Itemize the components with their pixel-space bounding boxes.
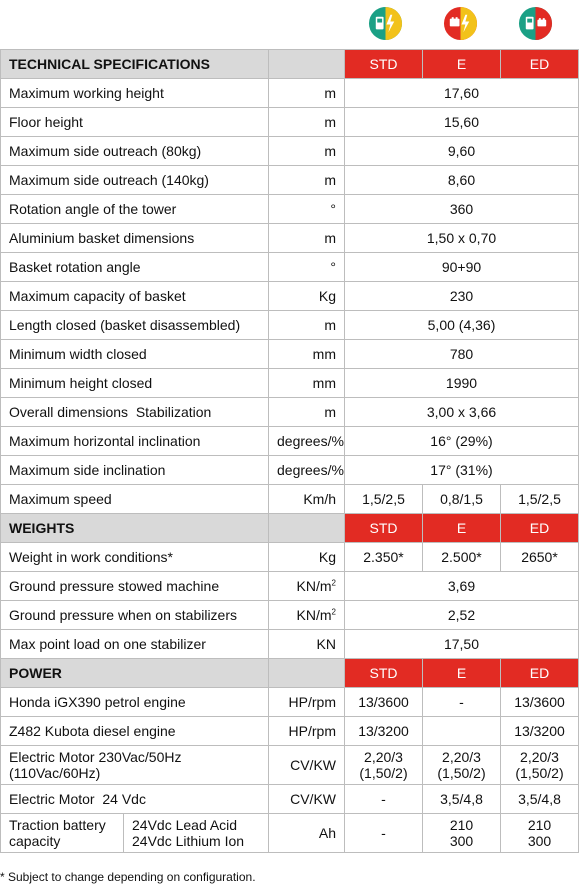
label-line-1: Traction battery xyxy=(9,817,106,833)
spec-value: 15,60 xyxy=(345,108,579,137)
technical-rows xyxy=(1,79,579,514)
spec-unit: mm xyxy=(269,369,345,398)
value-std: 1,5/2,5 xyxy=(345,485,423,514)
value-std xyxy=(345,746,423,785)
value-e xyxy=(423,814,501,853)
spec-unit: m xyxy=(269,166,345,195)
header-blank xyxy=(269,50,345,79)
battery-type-lead: 24Vdc Lead Acid xyxy=(132,817,238,833)
spec-unit: m xyxy=(269,398,345,427)
unit-exponent: 2 xyxy=(331,607,336,617)
spec-label: Maximum capacity of basket xyxy=(1,282,269,311)
spec-unit: Km/h xyxy=(269,485,345,514)
battery-electric-icon xyxy=(443,6,478,41)
spec-label: Weight in work conditions* xyxy=(1,543,269,572)
spec-unit: m xyxy=(269,108,345,137)
spec-row-honda xyxy=(1,688,579,717)
spec-value: 1990 xyxy=(345,369,579,398)
spec-label: Minimum width closed xyxy=(1,340,269,369)
spec-row xyxy=(1,108,579,137)
value-line-2: (1,50/2) xyxy=(437,765,486,781)
label-line-1: Electric Motor 230Vac/50Hz xyxy=(9,749,182,765)
spec-value: 90+90 xyxy=(345,253,579,282)
spec-value: 3,69 xyxy=(345,572,579,601)
value-e: 0,8/1,5 xyxy=(423,485,501,514)
spec-unit: Kg xyxy=(269,543,345,572)
spec-row xyxy=(1,253,579,282)
value-e: 3,5/4,8 xyxy=(423,785,501,814)
spec-label: Floor height xyxy=(1,108,269,137)
header-blank xyxy=(269,659,345,688)
spec-label: Minimum height closed xyxy=(1,369,269,398)
value-std: - xyxy=(345,785,423,814)
spec-row xyxy=(1,369,579,398)
value-line-2: (1,50/2) xyxy=(515,765,564,781)
spec-label: Maximum working height xyxy=(1,79,269,108)
spec-unit: ° xyxy=(269,253,345,282)
spec-row xyxy=(1,456,579,485)
value-ed xyxy=(501,814,579,853)
value-e: 2.500* xyxy=(423,543,501,572)
value-std: 13/3200 xyxy=(345,717,423,746)
spec-unit: Ah xyxy=(269,814,345,853)
value-ed: 13/3200 xyxy=(501,717,579,746)
spec-unit: m xyxy=(269,79,345,108)
spec-value: 17° (31%) xyxy=(345,456,579,485)
specifications-table xyxy=(0,49,579,853)
spec-row-motor-230 xyxy=(1,746,579,785)
spec-label: Maximum horizontal inclination xyxy=(1,427,269,456)
spec-label: Z482 Kubota diesel engine xyxy=(1,717,269,746)
spec-row xyxy=(1,224,579,253)
spec-label: Maximum speed xyxy=(1,485,269,514)
value-line-1: - xyxy=(381,825,386,841)
spec-row-battery xyxy=(1,814,579,853)
section-header-power xyxy=(1,659,579,688)
spec-unit: mm xyxy=(269,340,345,369)
battery-types xyxy=(124,814,269,853)
spec-unit: degrees/% xyxy=(269,456,345,485)
value-std: 13/3600 xyxy=(345,688,423,717)
spec-label: Ground pressure when on stabilizers xyxy=(1,601,269,630)
spec-label: Rotation angle of the tower xyxy=(1,195,269,224)
spec-label: Basket rotation angle xyxy=(1,253,269,282)
value-line-1: 2,20/3 xyxy=(520,749,559,765)
spec-unit xyxy=(269,601,345,630)
column-header-std: STD xyxy=(345,50,423,79)
spec-unit: CV/KW xyxy=(269,746,345,785)
spec-row xyxy=(1,311,579,340)
spec-row xyxy=(1,137,579,166)
spec-row-speed xyxy=(1,485,579,514)
value-ed: 13/3600 xyxy=(501,688,579,717)
value-line-1: 210 xyxy=(449,817,474,833)
value-e: - xyxy=(423,688,501,717)
unit-text: KN/m xyxy=(296,607,332,623)
value-std xyxy=(345,814,423,853)
spec-row xyxy=(1,601,579,630)
unit-exponent: 2 xyxy=(331,578,336,588)
value-e xyxy=(423,717,501,746)
spec-unit: degrees/% xyxy=(269,427,345,456)
section-header-technical xyxy=(1,50,579,79)
spec-label xyxy=(1,746,269,785)
spec-row xyxy=(1,195,579,224)
unit-text: KN/m xyxy=(296,578,332,594)
spec-unit: HP/rpm xyxy=(269,717,345,746)
value-ed: 1,5/2,5 xyxy=(501,485,579,514)
value-line-1: 2,20/3 xyxy=(442,749,481,765)
spec-row xyxy=(1,282,579,311)
spec-row-kubota xyxy=(1,717,579,746)
column-header-e: E xyxy=(423,659,501,688)
spec-value: 2,52 xyxy=(345,601,579,630)
spec-label: Overall dimensions Stabilization xyxy=(1,398,269,427)
spec-value: 5,00 (4,36) xyxy=(345,311,579,340)
column-header-ed: ED xyxy=(501,659,579,688)
value-e xyxy=(423,746,501,785)
value-line-1: 2,20/3 xyxy=(364,749,403,765)
spec-value: 230 xyxy=(345,282,579,311)
label-line-2: (110Vac/60Hz) xyxy=(9,765,101,781)
spec-value: 3,00 x 3,66 xyxy=(345,398,579,427)
spec-row xyxy=(1,630,579,659)
spec-label: Maximum side outreach (80kg) xyxy=(1,137,269,166)
header-blank xyxy=(269,514,345,543)
column-header-e: E xyxy=(423,514,501,543)
spec-label: Ground pressure stowed machine xyxy=(1,572,269,601)
spec-row-work-weight xyxy=(1,543,579,572)
spec-label: Honda iGX390 petrol engine xyxy=(1,688,269,717)
spec-row xyxy=(1,427,579,456)
column-header-ed: ED xyxy=(501,50,579,79)
footnote: * Subject to change depending on configuration. xyxy=(0,870,256,884)
spec-value: 16° (29%) xyxy=(345,427,579,456)
spec-label: Aluminium basket dimensions xyxy=(1,224,269,253)
value-ed: 3,5/4,8 xyxy=(501,785,579,814)
spec-label: Length closed (basket disassembled) xyxy=(1,311,269,340)
label-line-2: capacity xyxy=(9,833,61,849)
value-line-2: (1,50/2) xyxy=(359,765,408,781)
spec-label xyxy=(1,814,124,853)
column-header-ed: ED xyxy=(501,514,579,543)
spec-unit: m xyxy=(269,137,345,166)
column-header-std: STD xyxy=(345,659,423,688)
spec-unit: KN xyxy=(269,630,345,659)
value-line-1: 210 xyxy=(527,817,552,833)
spec-unit: Kg xyxy=(269,282,345,311)
battery-type-lithium: 24Vdc Lithium Ion xyxy=(132,833,245,849)
section-header-weights xyxy=(1,514,579,543)
spec-unit: ° xyxy=(269,195,345,224)
spec-value: 17,50 xyxy=(345,630,579,659)
value-line-2: 300 xyxy=(527,833,552,849)
spec-row xyxy=(1,572,579,601)
spec-row xyxy=(1,340,579,369)
spec-value: 9,60 xyxy=(345,137,579,166)
spec-value: 360 xyxy=(345,195,579,224)
spec-row xyxy=(1,166,579,195)
spec-value: 780 xyxy=(345,340,579,369)
value-std: 2.350* xyxy=(345,543,423,572)
value-ed: 2650* xyxy=(501,543,579,572)
spec-value: 17,60 xyxy=(345,79,579,108)
weights-rows xyxy=(1,543,579,659)
spec-row xyxy=(1,398,579,427)
power-rows xyxy=(1,688,579,853)
spec-label: Max point load on one stabilizer xyxy=(1,630,269,659)
spec-value: 8,60 xyxy=(345,166,579,195)
fuel-battery-icon xyxy=(518,6,553,41)
spec-label: Maximum side outreach (140kg) xyxy=(1,166,269,195)
section-title: TECHNICAL SPECIFICATIONS xyxy=(1,50,269,79)
spec-label: Maximum side inclination xyxy=(1,456,269,485)
spec-value: 1,50 x 0,70 xyxy=(345,224,579,253)
fuel-electric-icon xyxy=(368,6,403,41)
section-title: POWER xyxy=(1,659,269,688)
spec-unit: m xyxy=(269,224,345,253)
power-icons-row xyxy=(0,0,580,48)
column-header-std: STD xyxy=(345,514,423,543)
value-line-2: 300 xyxy=(449,833,474,849)
spec-row-motor-24 xyxy=(1,785,579,814)
spec-unit: m xyxy=(269,311,345,340)
column-header-e: E xyxy=(423,50,501,79)
spec-unit: HP/rpm xyxy=(269,688,345,717)
spec-unit: CV/KW xyxy=(269,785,345,814)
section-title: WEIGHTS xyxy=(1,514,269,543)
spec-label: Electric Motor 24 Vdc xyxy=(1,785,269,814)
value-ed xyxy=(501,746,579,785)
spec-unit xyxy=(269,572,345,601)
spec-row xyxy=(1,79,579,108)
